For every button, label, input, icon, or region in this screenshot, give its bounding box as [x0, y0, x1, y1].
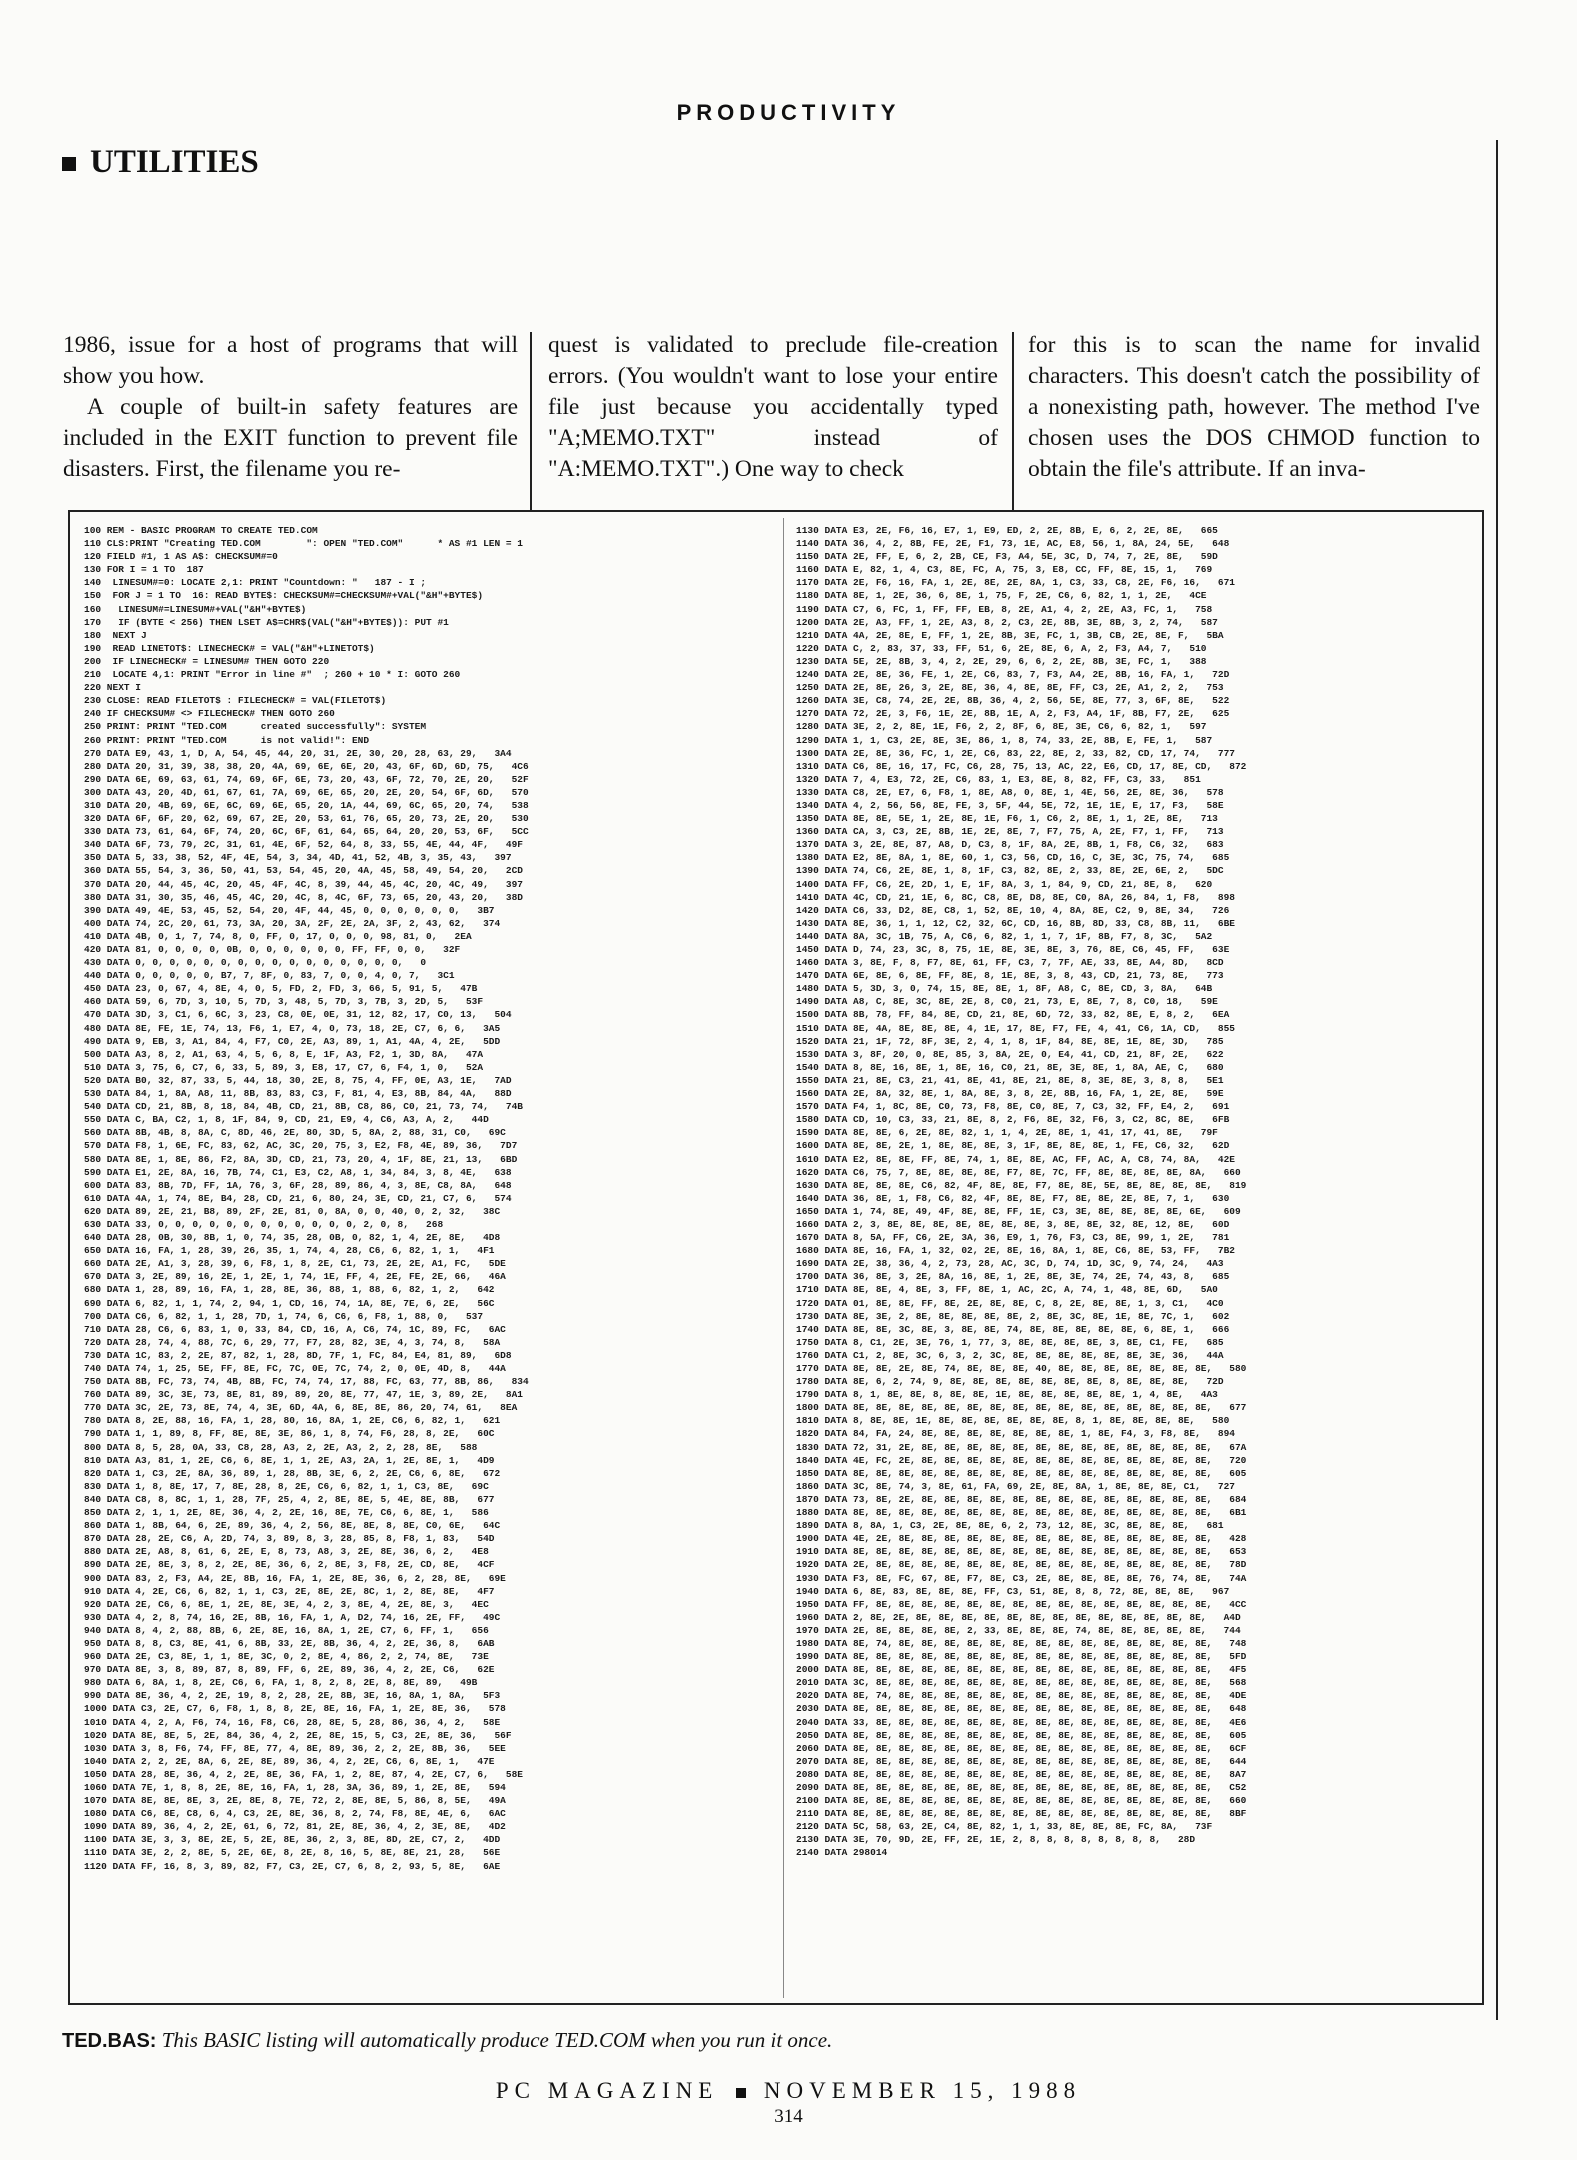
code-line: 1430 DATA 8E, 36, 1, 1, 12, C2, 32, 6C, CD, 16, 8B, 8D, 33, C8, 8B, 11, 6BE: [796, 917, 1235, 929]
code-line: 360 DATA 55, 54, 3, 36, 50, 41, 53, 54, 45, 20, 4A, 45, 58, 49, 54, 20, 2CD: [84, 865, 523, 877]
code-line: 330 DATA 73, 61, 64, 6F, 74, 20, 6C, 6F, 61, 64, 65, 64, 20, 20, 53, 6F, 5CC: [84, 826, 529, 838]
code-line: 1620 DATA C6, 75, 7, 8E, 8E, 8E, 8E, F7, 8E, 7C, FF, 8E, 8E, 8E, 8E, 8A, 660: [796, 1166, 1241, 1178]
code-line: 310 DATA 20, 4B, 69, 6E, 6C, 69, 6E, 65, 20, 1A, 44, 69, 6C, 65, 20, 74, 538: [84, 799, 529, 811]
code-line: 150 FOR J = 1 TO 16: READ BYTE$: CHECKSUM#=CHECKSUM#+VAL("&H"+BYTE$): [84, 590, 484, 602]
code-line: 1060 DATA 7E, 1, 8, 8, 2E, 8E, 16, FA, 1, 28, 3A, 36, 89, 1, 2E, 8E, 594: [84, 1782, 506, 1793]
code-line: 1750 DATA 8, C1, 2E, 3E, 76, 1, 77, 3, 8E, 8E, 8E, 8E, 3, 8E, C1, FE, 685: [796, 1336, 1224, 1348]
code-line: 1820 DATA 84, FA, 24, 8E, 8E, 8E, 8E, 8E, 8E, 8E, 1, 8E, F4, 3, F8, 8E, 894: [796, 1428, 1235, 1440]
code-line: 200 IF LINECHECK# = LINESUM# THEN GOTO 220: [84, 655, 330, 667]
code-line: 550 DATA C, BA, C2, 1, 8, 1F, 84, 9, CD, 21, E9, 4, C6, A3, A, 2, 44D: [84, 1114, 489, 1126]
code-line: 1770 DATA 8E, 8E, 2E, 8E, 74, 8E, 8E, 8E, 40, 8E, 8E, 8E, 8E, 8E, 8E, 8E, 580: [796, 1363, 1247, 1374]
code-line: 1480 DATA 5, 3D, 3, 0, 74, 15, 8E, 8E, 1, 8F, A8, C, 8E, CD, 3, 8A, 64B: [796, 983, 1213, 995]
code-line: 1600 DATA 8E, 8E, 2E, 1, 8E, 8E, 8E, 3, 1F, 8E, 8E, 8E, 1, FE, C6, 32, 62D: [796, 1140, 1230, 1152]
code-line: 670 DATA 3, 2E, 89, 16, 2E, 1, 2E, 1, 74, 1E, FF, 4, 2E, FE, 2E, 66, 46A: [84, 1271, 506, 1283]
code-line: 140 LINESUM#=0: LOCATE 2,1: PRINT "Countdown: " 187 - I ;: [84, 577, 427, 589]
code-line: 590 DATA E1, 2E, 8A, 16, 7B, 74, C1, E3, C2, A8, 1, 34, 84, 3, 8, 4E, 638: [84, 1166, 512, 1178]
code-line: 1290 DATA 1, 1, C3, 2E, 8E, 3E, 86, 1, 8, 74, 33, 2E, 8B, E, FE, 1, 587: [796, 734, 1213, 746]
code-line: 2010 DATA 3C, 8E, 8E, 8E, 8E, 8E, 8E, 8E, 8E, 8E, 8E, 8E, 8E, 8E, 8E, 8E, 568: [796, 1677, 1247, 1689]
article-paragraph: quest is validated to preclude file-creation errors. (You wouldn't want to lose your entire file just because you accidentally typed "A;MEMO.TXT" instead of "A:MEMO.TXT".) One way to check: [548, 332, 998, 482]
article-column-1: [63, 330, 518, 520]
code-line: 830 DATA 1, 8, 8E, 17, 7, 8E, 28, 8, 2E, C6, 6, 82, 1, 1, C3, 8E, 69C: [84, 1480, 489, 1492]
code-line: 1960 DATA 2, 8E, 2E, 8E, 8E, 8E, 8E, 8E, 8E, 8E, 8E, 8E, 8E, 8E, 8E, 8E, A4D: [796, 1611, 1241, 1623]
code-line: 1310 DATA C6, 8E, 16, 17, FC, C6, 28, 75, 13, AC, 22, E6, CD, 17, 8E, CD, 872: [796, 760, 1247, 772]
code-line: 230 CLOSE: READ FILETOT$ : FILECHECK# = VAL(FILETOT$): [84, 695, 387, 707]
code-line: 2130 DATA 3E, 70, 9D, 2E, FF, 2E, 1E, 2, 8, 8, 8, 8, 8, 8, 8, 8, 28D: [796, 1834, 1196, 1846]
code-line: 190 READ LINETOT$: LINECHECK# = VAL("&H"+LINETOT$): [84, 642, 375, 654]
code-line: 1690 DATA 2E, 38, 36, 4, 2, 73, 28, AC, 3C, D, 74, 1D, 3C, 9, 74, 24, 4A3: [796, 1258, 1224, 1270]
code-line: 990 DATA 8E, 36, 4, 2, 2E, 19, 8, 2, 28, 2E, 8B, 3E, 16, 8A, 1, 8A, 5F3: [84, 1690, 501, 1702]
code-line: 2060 DATA 8E, 8E, 8E, 8E, 8E, 8E, 8E, 8E, 8E, 8E, 8E, 8E, 8E, 8E, 8E, 8E, 6CF: [796, 1742, 1247, 1754]
code-line: 530 DATA 84, 1, 8A, A8, 11, 8B, 83, 83, C3, F, 81, 4, E3, 8B, 84, 4A, 88D: [84, 1088, 512, 1100]
code-line: 1630 DATA 8E, 8E, 8E, C6, 82, 4F, 8E, 8E, F7, 8E, 8E, 5E, 8E, 8E, 8E, 8E, 819: [796, 1179, 1247, 1191]
code-line: 630 DATA 33, 0, 0, 0, 0, 0, 0, 0, 0, 0, 0, 0, 0, 2, 0, 8, 268: [84, 1218, 444, 1230]
code-line: 600 DATA 83, 8B, 7D, FF, 1A, 76, 3, 6F, 28, 89, 86, 4, 3, 8E, C8, 8A, 648: [84, 1179, 512, 1191]
code-line: 350 DATA 5, 33, 38, 52, 4F, 4E, 54, 3, 34, 4D, 41, 52, 4B, 3, 35, 43, 397: [84, 852, 512, 864]
code-line: 1660 DATA 2, 3, 8E, 8E, 8E, 8E, 8E, 8E, 8E, 3, 8E, 8E, 32, 8E, 12, 8E, 60D: [796, 1218, 1230, 1230]
code-listing-right-column: [796, 524, 1476, 1999]
code-line: 260 PRINT: PRINT "TED.COM is not valid!": END: [84, 734, 370, 746]
code-line: 1150 DATA 2E, FF, E, 6, 2, 2B, CE, F3, A4, 5E, 3C, D, 74, 7, 2E, 8E, 59D: [796, 551, 1218, 563]
code-line: 1720 DATA 01, 8E, 8E, FF, 8E, 2E, 8E, 8E, C, 8, 2E, 8E, 8E, 1, 3, C1, 4C0: [796, 1297, 1224, 1309]
code-line: 610 DATA 4A, 1, 74, 8E, B4, 28, CD, 21, 6, 80, 24, 3E, CD, 21, C7, 6, 574: [84, 1192, 512, 1204]
footer-bullet-icon: [736, 2088, 746, 2098]
column-divider: [1012, 332, 1014, 512]
code-line: 1860 DATA 3C, 8E, 74, 3, 8E, 61, FA, 69, 2E, 8E, 8A, 1, 8E, 8E, 8E, C1, 727: [796, 1480, 1235, 1492]
code-line: 1670 DATA 8, 5A, FF, C6, 2E, 3A, 36, E9, 1, 76, F3, C3, 8E, 99, 1, 2E, 781: [796, 1232, 1230, 1244]
figure-caption: [62, 2028, 832, 2053]
code-line: 1870 DATA 73, 8E, 2E, 8E, 8E, 8E, 8E, 8E, 8E, 8E, 8E, 8E, 8E, 8E, 8E, 8E, 684: [796, 1493, 1247, 1505]
code-line: 2070 DATA 8E, 8E, 8E, 8E, 8E, 8E, 8E, 8E, 8E, 8E, 8E, 8E, 8E, 8E, 8E, 8E, 644: [796, 1755, 1247, 1767]
code-line: 340 DATA 6F, 73, 79, 2C, 31, 61, 4E, 6F, 52, 64, 8, 33, 55, 4E, 44, 4F, 49F: [84, 839, 523, 851]
code-line: 760 DATA 89, 3C, 3E, 73, 8E, 81, 89, 89, 20, 8E, 77, 47, 1E, 3, 89, 2E, 8A1: [84, 1389, 523, 1401]
code-line: 1260 DATA 3E, C8, 74, 2E, 2E, 8B, 36, 4, 2, 56, 5E, 8E, 77, 3, 6F, 8E, 522: [796, 695, 1230, 707]
code-line: 1840 DATA 4E, FC, 2E, 8E, 8E, 8E, 8E, 8E, 8E, 8E, 8E, 8E, 8E, 8E, 8E, 8E, 720: [796, 1454, 1247, 1466]
page-footer: [0, 2078, 1577, 2104]
code-line: 250 PRINT: PRINT "TED.COM created successfully": SYSTEM: [84, 721, 427, 733]
code-line: 1540 DATA 8, 8E, 16, 8E, 1, 8E, 16, C0, 21, 8E, 3E, 8E, 1, 8A, AE, C, 680: [796, 1061, 1224, 1073]
code-line: 1410 DATA 4C, CD, 21, 1E, 6, 8C, C8, 8E, D8, 8E, C0, 8A, 26, 84, 1, F8, 898: [796, 891, 1235, 903]
code-line: 2140 DATA 298014: [796, 1847, 888, 1859]
code-line: 1200 DATA 2E, A3, FF, 1, 2E, A3, 8, 2, C3, 2E, 8B, 3E, 8B, 3, 2, 74, 587: [796, 616, 1218, 628]
code-listing-box: [68, 510, 1484, 2005]
code-line: 1790 DATA 8, 1, 8E, 8E, 8, 8E, 8E, 1E, 8E, 8E, 8E, 8E, 8E, 1, 4, 8E, 4A3: [796, 1389, 1218, 1401]
code-line: 1400 DATA FF, C6, 2E, 2D, 1, E, 1F, 8A, 3, 1, 84, 9, CD, 21, 8E, 8, 620: [796, 878, 1213, 890]
column-divider: [530, 332, 532, 512]
code-line: 1180 DATA 8E, 1, 2E, 36, 6, 8E, 1, 75, F, 2E, C6, 6, 82, 1, 1, 2E, 4CE: [796, 590, 1207, 602]
code-line: 1680 DATA 8E, 16, FA, 1, 32, 02, 2E, 8E, 16, 8A, 1, 8E, C6, 8E, 53, FF, 7B2: [796, 1245, 1235, 1257]
code-line: 120 FIELD #1, 1 AS A$: CHECKSUM#=0: [84, 551, 278, 563]
code-line: 160 LINESUM#=LINESUM#+VAL("&H"+BYTE$): [84, 603, 307, 615]
code-line: 1390 DATA 74, C6, 2E, 8E, 1, 8, 1F, C3, 82, 8E, 2, 33, 8E, 2E, 6E, 2, 5DC: [796, 865, 1224, 877]
code-line: 1450 DATA D, 74, 23, 3C, 8, 75, 1E, 8E, 3E, 8E, 3, 76, 8E, C6, 45, FF, 63E: [796, 944, 1230, 955]
code-line: 1050 DATA 28, 8E, 36, 4, 2, 2E, 8E, 36, FA, 1, 2, 8E, 87, 4, 2E, C7, 6, 58E: [84, 1768, 523, 1780]
code-line: 2090 DATA 8E, 8E, 8E, 8E, 8E, 8E, 8E, 8E, 8E, 8E, 8E, 8E, 8E, 8E, 8E, 8E, C52: [796, 1782, 1247, 1793]
code-line: 620 DATA 89, 2E, 21, B8, 89, 2F, 2E, 81, 0, 8A, 0, 0, 40, 0, 2, 32, 38C: [84, 1205, 501, 1217]
code-line: 1880 DATA 8E, 8E, 8E, 8E, 8E, 8E, 8E, 8E, 8E, 8E, 8E, 8E, 8E, 8E, 8E, 8E, 6B1: [796, 1507, 1247, 1519]
code-line: 1850 DATA 8E, 8E, 8E, 8E, 8E, 8E, 8E, 8E, 8E, 8E, 8E, 8E, 8E, 8E, 8E, 8E, 605: [796, 1467, 1247, 1479]
code-line: 1570 DATA F4, 1, 8C, 8E, C0, 73, F8, 8E, C0, 8E, 7, C3, 32, FF, E4, 2, 691: [796, 1101, 1230, 1113]
code-line: 890 DATA 2E, 8E, 3, 8, 2, 2E, 8E, 36, 6, 2, 8E, 3, F8, 2E, CD, 8E, 4CF: [84, 1559, 495, 1571]
code-line: 820 DATA 1, C3, 2E, 8A, 36, 89, 1, 28, 8B, 3E, 6, 2, 2E, C6, 6, 8E, 672: [84, 1467, 501, 1479]
code-line: 220 NEXT I: [84, 682, 142, 694]
code-line: 1250 DATA 2E, 8E, 26, 3, 2E, 8E, 36, 4, 8E, 8E, FF, C3, 2E, A1, 2, 2, 753: [796, 682, 1224, 694]
bullet-square-icon: [62, 157, 76, 171]
code-line: 1030 DATA 3, 8, F6, 74, FF, 8E, 77, 4, 8E, 89, 36, 2, 2, 2E, 8B, 36, 5EE: [84, 1742, 506, 1754]
code-line: 1760 DATA C1, 2, 8E, 3C, 6, 3, 2, 3C, 8E, 8E, 8E, 8E, 8E, 8E, 3E, 36, 44A: [796, 1349, 1224, 1361]
code-line: 650 DATA 16, FA, 1, 28, 39, 26, 35, 1, 74, 4, 28, C6, 6, 82, 1, 1, 4F1: [84, 1245, 495, 1257]
code-line: 680 DATA 1, 28, 89, 16, FA, 1, 28, 8E, 36, 88, 1, 88, 6, 82, 1, 2, 642: [84, 1284, 495, 1296]
code-line: 1110 DATA 3E, 2, 2, 8E, 5, 2E, 6E, 8, 2E, 8, 16, 5, 8E, 8E, 21, 28, 56E: [84, 1847, 501, 1859]
code-line: 1240 DATA 2E, 8E, 36, FE, 1, 2E, C6, 83, 7, F3, A4, 2E, 8B, 16, FA, 1, 72D: [796, 669, 1230, 681]
code-line: 1590 DATA 8E, 8E, 6, 2E, 8E, 82, 1, 1, 4, 2E, 8E, 1, 41, 17, 41, 8E, 79F: [796, 1127, 1218, 1139]
column-title: [62, 144, 259, 181]
code-line: 750 DATA 8B, FC, 73, 74, 4B, 8B, FC, 74, 74, 17, 88, FC, 63, 77, 8B, 86, 834: [84, 1376, 529, 1388]
code-line: 710 DATA 28, C6, 6, 83, 1, 0, 33, 84, CD, 16, A, C6, 74, 1C, 89, FC, 6AC: [84, 1323, 506, 1335]
code-line: 1500 DATA 8B, 78, FF, 84, 8E, CD, 21, 8E, 6D, 72, 33, 82, 8E, E, 8, 2, 6EA: [796, 1009, 1230, 1021]
section-label: PRODUCTIVITY: [676, 100, 901, 125]
code-line: 1330 DATA C8, 2E, E7, 6, F8, 1, 8E, A8, 0, 8E, 1, 4E, 56, 2E, 8E, 36, 578: [796, 786, 1224, 798]
code-line: 800 DATA 8, 5, 28, 0A, 33, C8, 28, A3, 2, 2E, A3, 2, 2, 28, 8E, 588: [84, 1441, 478, 1453]
code-line: 430 DATA 0, 0, 0, 0, 0, 0, 0, 0, 0, 0, 0, 0, 0, 0, 0, 0, 0: [84, 957, 427, 969]
code-line: 940 DATA 8, 4, 2, 88, 8B, 6, 2E, 8E, 16, 8A, 1, 2E, C7, 6, FF, 1, 656: [84, 1624, 489, 1636]
page-right-rule: [1496, 140, 1498, 2020]
code-line: 1360 DATA CA, 3, C3, 2E, 8B, 1E, 2E, 8E, 7, F7, 75, A, 2E, F7, 1, FF, 713: [796, 826, 1224, 838]
code-line: 2020 DATA 8E, 74, 8E, 8E, 8E, 8E, 8E, 8E, 8E, 8E, 8E, 8E, 8E, 8E, 8E, 8E, 4DE: [796, 1690, 1247, 1702]
code-line: 1700 DATA 36, 8E, 3, 2E, 8A, 16, 8E, 1, 2E, 8E, 3E, 74, 2E, 74, 43, 8, 685: [796, 1271, 1230, 1283]
code-line: 980 DATA 6, 8A, 1, 8, 2E, C6, 6, FA, 1, 8, 2, 8, 2E, 8, 8E, 89, 49B: [84, 1677, 478, 1689]
code-line: 130 FOR I = 1 TO 187: [84, 564, 204, 576]
code-line: 1490 DATA A8, C, 8E, 3C, 8E, 2E, 8, C0, 21, 73, E, 8E, 7, 8, C0, 18, 59E: [796, 996, 1218, 1008]
code-line: 1350 DATA 8E, 8E, 5E, 1, 2E, 8E, 1E, F6, 1, C6, 2, 8E, 1, 1, 2E, 8E, 713: [796, 813, 1218, 825]
code-line: 2080 DATA 8E, 8E, 8E, 8E, 8E, 8E, 8E, 8E, 8E, 8E, 8E, 8E, 8E, 8E, 8E, 8E, 8A7: [796, 1768, 1247, 1780]
article-paragraph: for this is to scan the name for invalid characters. This doesn't catch the possibility of a nonexisting path, however. The method I've chosen uses the DOS CHMOD function to obtain the file's attribute. If an inva-: [1028, 332, 1480, 482]
code-line: 1280 DATA 3E, 2, 2, 8E, 1E, F6, 2, 2, 8F, 6, 8E, 3E, C6, 6, 82, 1, 597: [796, 721, 1207, 733]
code-listing-left-column: [84, 524, 764, 1999]
code-line: 1170 DATA 2E, F6, 16, FA, 1, 2E, 8E, 2E, 8A, 1, C3, 33, C8, 2E, F6, 16, 671: [796, 577, 1235, 589]
code-line: 1560 DATA 2E, 8A, 32, 8E, 1, 8A, 8E, 3, 8, 2E, 8B, 16, FA, 1, 2E, 8E, 59E: [796, 1088, 1224, 1100]
code-line: 1550 DATA 21, 8E, C3, 21, 41, 8E, 41, 8E, 21, 8E, 8, 3E, 8E, 3, 8, 8, 5E1: [796, 1074, 1224, 1086]
code-line: 690 DATA 6, 82, 1, 1, 74, 2, 94, 1, CD, 16, 74, 1A, 8E, 7E, 6, 2E, 56C: [84, 1297, 495, 1309]
code-line: 420 DATA 81, 0, 0, 0, 0, 0B, 0, 0, 0, 0, 0, 0, FF, FF, 0, 0, 32F: [84, 944, 461, 955]
code-line: 570 DATA F8, 1, 6E, FC, 83, 62, AC, 3C, 20, 75, 3, E2, F8, 4E, 89, 36, 7D7: [84, 1140, 518, 1152]
code-line: 370 DATA 20, 44, 45, 4C, 20, 45, 4F, 4C, 8, 39, 44, 45, 4C, 20, 4C, 49, 397: [84, 878, 523, 890]
code-line: 110 CLS:PRINT "Creating TED.COM ": OPEN "TED.COM" * AS #1 LEN = 1: [84, 538, 523, 550]
code-line: 300 DATA 43, 20, 4D, 61, 67, 61, 7A, 69, 6E, 65, 20, 2E, 20, 54, 6F, 6D, 570: [84, 786, 529, 798]
code-line: 410 DATA 4B, 0, 1, 7, 74, 8, 0, FF, 0, 17, 0, 0, 0, 98, 81, 0, 2EA: [84, 930, 472, 942]
code-line: 1230 DATA 5E, 2E, 8B, 3, 4, 2, 2E, 29, 6, 6, 2, 2E, 8B, 3E, FC, 1, 388: [796, 655, 1207, 667]
code-line: 1640 DATA 36, 8E, 1, F8, C6, 82, 4F, 8E, 8E, F7, 8E, 8E, 2E, 8E, 7, 1, 630: [796, 1192, 1230, 1204]
code-line: 880 DATA 2E, A8, 8, 61, 6, 2E, E, 8, 73, A8, 3, 2E, 8E, 36, 6, 2, 4E8: [84, 1546, 489, 1558]
code-line: 1120 DATA FF, 16, 8, 3, 89, 82, F7, C3, 2E, C7, 6, 8, 2, 93, 5, 8E, 6AE: [84, 1860, 501, 1872]
column-title-text: UTILITIES: [90, 144, 259, 180]
code-line: 1270 DATA 72, 2E, 3, F6, 1E, 2E, 8B, 1E, A, 2, F3, A4, 1F, 8B, F7, 2E, 625: [796, 708, 1230, 720]
code-line: 2030 DATA 8E, 8E, 8E, 8E, 8E, 8E, 8E, 8E, 8E, 8E, 8E, 8E, 8E, 8E, 8E, 8E, 648: [796, 1703, 1247, 1715]
code-line: 870 DATA 28, 2E, C6, A, 2D, 74, 3, 89, 8, 3, 28, 85, 8, F8, 1, 83, 54D: [84, 1533, 495, 1545]
article-paragraph: 1986, issue for a host of programs that will show you how.: [63, 332, 518, 389]
code-line: 1830 DATA 72, 31, 2E, 8E, 8E, 8E, 8E, 8E, 8E, 8E, 8E, 8E, 8E, 8E, 8E, 8E, 67A: [796, 1441, 1247, 1453]
code-line: 1210 DATA 4A, 2E, 8E, E, FF, 1, 2E, 8B, 3E, FC, 1, 3B, CB, 2E, 8E, F, 5BA: [796, 629, 1224, 641]
code-line: 1020 DATA 8E, 8E, 5, 2E, 84, 36, 4, 2, 2E, 8E, 15, 5, C3, 2E, 8E, 36, 56F: [84, 1729, 512, 1741]
code-line: 1220 DATA C, 2, 83, 37, 33, FF, 51, 6, 2E, 8E, 6, A, 2, F3, A4, 7, 510: [796, 642, 1207, 654]
code-line: 1130 DATA E3, 2E, F6, 16, E7, 1, E9, ED, 2, 2E, 8B, E, 6, 2, 2E, 8E, 665: [796, 525, 1218, 536]
code-line: 290 DATA 6E, 69, 63, 61, 74, 69, 6F, 6E, 73, 20, 43, 6F, 72, 70, 2E, 20, 52F: [84, 773, 529, 785]
code-line: 790 DATA 1, 1, 89, 8, FF, 8E, 8E, 3E, 86, 1, 8, 74, F6, 28, 8, 2E, 60C: [84, 1428, 495, 1440]
code-line: 400 DATA 74, 2C, 20, 61, 73, 3A, 20, 3A, 2F, 2E, 2A, 3F, 2, 43, 62, 374: [84, 917, 501, 929]
code-line: 1910 DATA 8E, 8E, 8E, 8E, 8E, 8E, 8E, 8E, 8E, 8E, 8E, 8E, 8E, 8E, 8E, 8E, 653: [796, 1546, 1247, 1558]
code-line: 490 DATA 9, EB, 3, A1, 84, 4, F7, C0, 2E, A3, 89, 1, A1, 4A, 4, 2E, 5DD: [84, 1035, 501, 1047]
code-line: 860 DATA 1, 8B, 64, 6, 2E, 89, 36, 4, 2, 56, 8E, 8E, 8, 8E, C0, 6E, 64C: [84, 1520, 501, 1532]
code-line: 1800 DATA 8E, 8E, 8E, 8E, 8E, 8E, 8E, 8E, 8E, 8E, 8E, 8E, 8E, 8E, 8E, 8E, 677: [796, 1402, 1247, 1414]
code-line: 1090 DATA 89, 36, 4, 2, 2E, 61, 6, 72, 81, 2E, 8E, 36, 4, 2, 3E, 8E, 4D2: [84, 1821, 506, 1833]
code-line: 1920 DATA 2E, 8E, 8E, 8E, 8E, 8E, 8E, 8E, 8E, 8E, 8E, 8E, 8E, 8E, 8E, 8E, 78D: [796, 1559, 1247, 1571]
code-line: 910 DATA 4, 2E, C6, 6, 82, 1, 1, C3, 2E, 8E, 2E, 8C, 1, 2, 8E, 8E, 4F7: [84, 1585, 495, 1597]
code-line: 1420 DATA C6, 33, D2, 8E, C8, 1, 52, 8E, 10, 4, 8A, 8E, C2, 9, 8E, 34, 726: [796, 904, 1230, 916]
code-line: 850 DATA 2, 1, 1, 2E, 8E, 36, 4, 2, 2E, 16, 8E, 7E, C6, 6, 8E, 1, 586: [84, 1507, 489, 1519]
code-line: 280 DATA 20, 31, 39, 38, 38, 20, 4A, 69, 6E, 6E, 20, 43, 6F, 6D, 6D, 75, 4C6: [84, 760, 529, 772]
code-line: 500 DATA A3, 8, 2, A1, 63, 4, 5, 6, 8, E, 1F, A3, F2, 1, 3D, 8A, 47A: [84, 1048, 484, 1060]
code-line: 1080 DATA C6, 8E, C8, 6, 4, C3, 2E, 8E, 36, 8, 2, 74, F8, 8E, 4E, 6, 6AC: [84, 1808, 506, 1820]
article-paragraph: A couple of built-in safety features are included in the EXIT function to prevent file disasters. First, the filename you re-: [63, 394, 518, 482]
code-line: 440 DATA 0, 0, 0, 0, 0, B7, 7, 8F, 0, 83, 7, 0, 0, 4, 0, 7, 3C1: [84, 970, 455, 982]
code-line: 1950 DATA FF, 8E, 8E, 8E, 8E, 8E, 8E, 8E, 8E, 8E, 8E, 8E, 8E, 8E, 8E, 8E, 4CC: [796, 1598, 1247, 1610]
code-line: 660 DATA 2E, A1, 3, 28, 39, 6, F8, 1, 8, 2E, C1, 73, 2E, 2E, A1, FC, 5DE: [84, 1258, 506, 1270]
code-line: 1370 DATA 3, 2E, 8E, 87, A8, D, C3, 8, 1F, 8A, 2E, 8B, 1, F8, C6, 32, 683: [796, 839, 1224, 851]
code-line: 1040 DATA 2, 2, 2E, 8A, 6, 2E, 8E, 89, 36, 4, 2, 2E, C6, 6, 8E, 1, 47E: [84, 1755, 495, 1767]
code-line: 730 DATA 1C, 83, 2, 2E, 87, 82, 1, 28, 8D, 7F, 1, FC, 84, E4, 81, 89, 6D8: [84, 1349, 512, 1361]
article-column-3: [1028, 330, 1480, 520]
code-line: 1470 DATA 6E, 8E, 6, 8E, FF, 8E, 8, 1E, 8E, 3, 8, 43, CD, 21, 73, 8E, 773: [796, 970, 1224, 982]
issue-date: NOVEMBER 15, 1988: [763, 2078, 1082, 2103]
code-line: 2100 DATA 8E, 8E, 8E, 8E, 8E, 8E, 8E, 8E, 8E, 8E, 8E, 8E, 8E, 8E, 8E, 8E, 660: [796, 1795, 1247, 1807]
code-line: 240 IF CHECKSUM# <> FILECHECK# THEN GOTO 260: [84, 708, 335, 720]
code-line: 1980 DATA 8E, 74, 8E, 8E, 8E, 8E, 8E, 8E, 8E, 8E, 8E, 8E, 8E, 8E, 8E, 8E, 748: [796, 1637, 1247, 1649]
code-line: 580 DATA 8E, 1, 8E, 86, F2, 8A, 3D, CD, 21, 73, 20, 4, 1F, 8E, 21, 13, 6BD: [84, 1153, 518, 1165]
code-line: 1970 DATA 2E, 8E, 8E, 8E, 8E, 2, 33, 8E, 8E, 8E, 74, 8E, 8E, 8E, 8E, 8E, 744: [796, 1624, 1241, 1636]
code-line: 930 DATA 4, 2, 8, 74, 16, 2E, 8B, 16, FA, 1, A, D2, 74, 16, 2E, FF, 49C: [84, 1611, 501, 1623]
code-line: 2040 DATA 33, 8E, 8E, 8E, 8E, 8E, 8E, 8E, 8E, 8E, 8E, 8E, 8E, 8E, 8E, 8E, 4E6: [796, 1716, 1247, 1728]
code-line: 560 DATA 8B, 4B, 8, 8A, C, 8D, 46, 2E, 80, 3D, 5, 8A, 2, 88, 31, C0, 69C: [84, 1127, 506, 1139]
code-line: 480 DATA 8E, FE, 1E, 74, 13, F6, 1, E7, 4, 0, 73, 18, 2E, C7, 6, 6, 3A5: [84, 1022, 501, 1034]
code-line: 540 DATA CD, 21, 8B, 8, 18, 84, 4B, CD, 21, 8B, C8, 86, C0, 21, 73, 74, 74B: [84, 1101, 523, 1113]
code-line: 1460 DATA 3, 8E, F, 8, F7, 8E, 61, FF, C3, 7, 7F, AE, 33, 8E, A4, 8D, 8CD: [796, 957, 1224, 969]
code-line: 840 DATA C8, 8, 8C, 1, 1, 28, 7F, 25, 4, 2, 8E, 8E, 5, 4E, 8E, 8B, 677: [84, 1493, 495, 1505]
code-line: 450 DATA 23, 0, 67, 4, 8E, 4, 0, 5, FD, 2, FD, 3, 66, 5, 91, 5, 47B: [84, 983, 478, 995]
code-line: 970 DATA 8E, 3, 8, 89, 87, 8, 89, FF, 6, 2E, 89, 36, 4, 2, 2E, C6, 62E: [84, 1664, 495, 1676]
code-line: 810 DATA A3, 81, 1, 2E, C6, 6, 8E, 1, 1, 2E, A3, 2A, 1, 2E, 8E, 1, 4D9: [84, 1454, 495, 1466]
code-line: 1900 DATA 4E, 2E, 8E, 8E, 8E, 8E, 8E, 8E, 8E, 8E, 8E, 8E, 8E, 8E, 8E, 8E, 428: [796, 1533, 1247, 1545]
code-line: 900 DATA 83, 2, F3, A4, 2E, 8B, 16, FA, 1, 2E, 8E, 36, 6, 2, 28, 8E, 69E: [84, 1572, 506, 1584]
code-line: 920 DATA 2E, C6, 6, 8E, 1, 2E, 8E, 3E, 4, 2, 3, 8E, 4, 2E, 8E, 3, 4EC: [84, 1598, 489, 1610]
code-line: 1650 DATA 1, 74, 8E, 49, 4F, 8E, 8E, FF, 1E, C3, 3E, 8E, 8E, 8E, 8E, 6E, 609: [796, 1205, 1241, 1217]
code-line: 180 NEXT J: [84, 629, 147, 641]
code-line: 1780 DATA 8E, 6, 2, 74, 9, 8E, 8E, 8E, 8E, 8E, 8E, 8E, 8, 8E, 8E, 8E, 72D: [796, 1376, 1224, 1388]
listing-divider: [783, 518, 784, 1998]
code-line: 460 DATA 59, 6, 7D, 3, 10, 5, 7D, 3, 48, 5, 7D, 3, 7B, 3, 2D, 5, 53F: [84, 996, 484, 1008]
code-line: 1300 DATA 2E, 8E, 36, FC, 1, 2E, C6, 83, 22, 8E, 2, 33, 82, CD, 17, 74, 777: [796, 747, 1235, 759]
page-number: 314: [774, 2106, 803, 2127]
code-line: 1930 DATA F3, 8E, FC, 67, 8E, F7, 8E, C3, 2E, 8E, 8E, 8E, 8E, 76, 74, 8E, 74A: [796, 1572, 1247, 1584]
code-line: 380 DATA 31, 30, 35, 46, 45, 4C, 20, 4C, 8, 4C, 6F, 73, 65, 20, 43, 20, 38D: [84, 891, 523, 903]
code-line: 640 DATA 28, 0B, 30, 8B, 1, 0, 74, 35, 28, 0B, 0, 82, 1, 4, 2E, 8E, 4D8: [84, 1232, 501, 1244]
caption-text: This BASIC listing will automatically produce TED.COM when you run it once.: [161, 2028, 833, 2052]
code-line: 1520 DATA 21, 1F, 72, 8F, 3E, 2, 4, 1, 8, 1F, 84, 8E, 8E, 1E, 8E, 3D, 785: [796, 1035, 1224, 1047]
code-line: 1190 DATA C7, 6, FC, 1, FF, FF, EB, 8, 2E, A1, 4, 2, 2E, A3, FC, 1, 758: [796, 603, 1213, 615]
code-line: 1010 DATA 4, 2, A, F6, 74, 16, F8, C6, 28, 8E, 5, 28, 86, 36, 4, 2, 58E: [84, 1716, 501, 1728]
code-line: 1000 DATA C3, 2E, C7, 6, F8, 1, 8, 8, 2E, 8E, 16, FA, 1, 2E, 8E, 36, 578: [84, 1703, 506, 1715]
code-line: 1340 DATA 4, 2, 56, 56, 8E, FE, 3, 5F, 44, 5E, 72, 1E, 1E, E, 17, F3, 58E: [796, 799, 1224, 811]
code-line: 740 DATA 74, 1, 25, 5E, FF, 8E, FC, 7C, 0E, 7C, 74, 2, 0, 0E, 4D, 8, 44A: [84, 1363, 506, 1374]
code-line: 520 DATA B0, 32, 87, 33, 5, 44, 18, 30, 2E, 8, 75, 4, FF, 0E, A3, 1E, 7AD: [84, 1074, 512, 1086]
caption-label: TED.BAS:: [62, 2030, 157, 2052]
code-line: 1580 DATA CD, 10, C3, 33, 21, 8E, 8, 2, F6, 8E, 32, F6, 3, C2, 8C, 8E, 6FB: [796, 1114, 1230, 1126]
code-line: 2000 DATA 8E, 8E, 8E, 8E, 8E, 8E, 8E, 8E, 8E, 8E, 8E, 8E, 8E, 8E, 8E, 8E, 4F5: [796, 1664, 1247, 1676]
code-line: 170 IF (BYTE < 256) THEN LSET A$=CHR$(VAL("&H"+BYTE$)): PUT #1: [84, 616, 449, 628]
code-line: 1160 DATA E, 82, 1, 4, C3, 8E, FC, A, 75, 3, E8, CC, FF, 8E, 15, 1, 769: [796, 564, 1213, 576]
code-line: 770 DATA 3C, 2E, 73, 8E, 74, 4, 3E, 6D, 4A, 6, 8E, 8E, 86, 20, 74, 61, 8EA: [84, 1402, 518, 1414]
code-line: 1890 DATA 8, 8A, 1, C3, 2E, 8E, 8E, 6, 2, 73, 12, 8E, 3C, 8E, 8E, 8E, 681: [796, 1520, 1224, 1532]
code-line: 470 DATA 3D, 3, C1, 6, 6C, 3, 23, C8, 0E, 0E, 31, 12, 82, 17, C0, 13, 504: [84, 1009, 512, 1021]
code-line: 1070 DATA 8E, 8E, 8E, 3, 2E, 8E, 8, 7E, 72, 2, 8E, 8E, 5, 86, 8, 5E, 49A: [84, 1795, 506, 1807]
code-line: 1140 DATA 36, 4, 2, 8B, FE, 2E, F1, 73, 1E, AC, E8, 56, 1, 8A, 24, 5E, 648: [796, 538, 1230, 550]
code-line: 1810 DATA 8, 8E, 8E, 1E, 8E, 8E, 8E, 8E, 8E, 8E, 8, 1, 8E, 8E, 8E, 8E, 580: [796, 1415, 1230, 1427]
code-line: 2110 DATA 8E, 8E, 8E, 8E, 8E, 8E, 8E, 8E, 8E, 8E, 8E, 8E, 8E, 8E, 8E, 8E, 8BF: [796, 1808, 1247, 1820]
code-line: 1530 DATA 3, 8F, 20, 0, 8E, 85, 3, 8A, 2E, 0, E4, 41, CD, 21, 8F, 2E, 622: [796, 1048, 1224, 1060]
code-line: 320 DATA 6F, 6F, 20, 62, 69, 67, 2E, 20, 53, 61, 76, 65, 20, 73, 2E, 20, 530: [84, 813, 529, 825]
code-line: 1380 DATA E2, 8E, 8A, 1, 8E, 60, 1, C3, 56, CD, 16, C, 3E, 3C, 75, 74, 685: [796, 852, 1230, 864]
code-line: 700 DATA C6, 6, 82, 1, 1, 28, 7D, 1, 74, 6, C6, 6, F8, 1, 88, 0, 537: [84, 1310, 484, 1322]
code-line: 1730 DATA 8E, 3E, 2, 8E, 8E, 8E, 8E, 8E, 2, 8E, 3C, 8E, 1E, 8E, 7C, 1, 602: [796, 1310, 1230, 1322]
code-line: 210 LOCATE 4,1: PRINT "Error in line #" ; 260 + 10 * I: GOTO 260: [84, 669, 461, 681]
code-line: 1320 DATA 7, 4, E3, 72, 2E, C6, 83, 1, E3, 8E, 8, 82, FF, C3, 33, 851: [796, 773, 1201, 785]
code-line: 1510 DATA 8E, 4A, 8E, 8E, 8E, 4, 1E, 17, 8E, F7, FE, 4, 41, C6, 1A, CD, 855: [796, 1022, 1235, 1034]
code-line: 1710 DATA 8E, 8E, 4, 8E, 3, FF, 8E, 1, AC, 2C, A, 74, 1, 48, 8E, 6D, 5A0: [796, 1284, 1218, 1296]
code-line: 950 DATA 8, 8, C3, 8E, 41, 6, 8B, 33, 2E, 8B, 36, 4, 2, 2E, 36, 8, 6AB: [84, 1637, 495, 1649]
magazine-name: PC MAGAZINE: [495, 2078, 719, 2103]
code-line: 780 DATA 8, 2E, 88, 16, FA, 1, 28, 80, 16, 8A, 1, 2E, C6, 6, 82, 1, 621: [84, 1415, 501, 1427]
code-line: 100 REM - BASIC PROGRAM TO CREATE TED.COM: [84, 525, 318, 536]
code-line: 1740 DATA 8E, 8E, 3C, 8E, 3, 8E, 8E, 74, 8E, 8E, 8E, 8E, 8E, 6, 8E, 1, 666: [796, 1323, 1230, 1335]
code-line: 510 DATA 3, 75, 6, C7, 6, 33, 5, 89, 3, E8, 17, C7, 6, F4, 1, 0, 52A: [84, 1061, 484, 1073]
code-line: 960 DATA 2E, C3, 8E, 1, 1, 8E, 3C, 0, 2, 8E, 4, 86, 2, 2, 74, 8E, 73E: [84, 1651, 489, 1663]
code-line: 1940 DATA 6, 8E, 83, 8E, 8E, 8E, FF, C3, 51, 8E, 8, 8, 72, 8E, 8E, 8E, 967: [796, 1585, 1230, 1597]
code-line: 1440 DATA 8A, 3C, 1B, 75, A, C6, 6, 82, 1, 1, 7, 1F, 8B, F7, 8, 3C, 5A2: [796, 930, 1213, 942]
code-line: 1610 DATA E2, 8E, 8E, FF, 8E, 74, 1, 8E, 8E, AC, FF, AC, A, C8, 74, 8A, 42E: [796, 1153, 1235, 1165]
code-line: 1100 DATA 3E, 3, 3, 8E, 2E, 5, 2E, 8E, 36, 2, 3, 8E, 8D, 2E, C7, 2, 4DD: [84, 1834, 501, 1846]
code-line: 270 DATA E9, 43, 1, D, A, 54, 45, 44, 20, 31, 2E, 30, 20, 28, 63, 29, 3A4: [84, 747, 512, 759]
code-line: 2050 DATA 8E, 8E, 8E, 8E, 8E, 8E, 8E, 8E, 8E, 8E, 8E, 8E, 8E, 8E, 8E, 8E, 605: [796, 1729, 1247, 1741]
code-line: 720 DATA 28, 74, 4, 88, 7C, 6, 29, 77, F7, 28, 82, 3E, 4, 3, 74, 8, 58A: [84, 1336, 501, 1348]
article-column-2: [548, 330, 998, 520]
code-line: 2120 DATA 5C, 58, 63, 2E, C4, 8E, 82, 1, 1, 33, 8E, 8E, 8E, FC, 8A, 73F: [796, 1821, 1213, 1833]
code-line: 1990 DATA 8E, 8E, 8E, 8E, 8E, 8E, 8E, 8E, 8E, 8E, 8E, 8E, 8E, 8E, 8E, 8E, 5FD: [796, 1651, 1247, 1663]
code-line: 390 DATA 49, 4E, 53, 45, 52, 54, 20, 4F, 44, 45, 0, 0, 0, 0, 0, 0, 3B7: [84, 904, 495, 916]
